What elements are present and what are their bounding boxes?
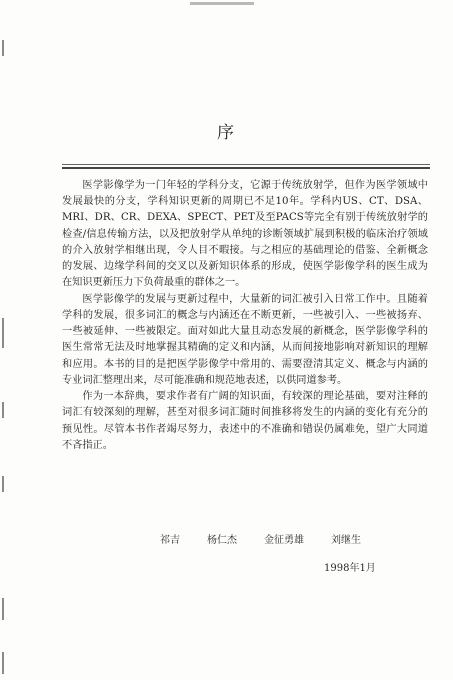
paragraph: 医学影像学的发展与更新过程中，大量新的词汇被引入日常工作中。且随着学科的发展，很多词汇的概念与内涵还在不断更新，一些被引入、一些被扬弃、一些被延伸、一些被限定。面对如此大量且动态发展的新概念，医学影像学科的医生常常无法及时地掌握其精确的定义和内涵，从而间接地影响对新知识的理解和应用。本书的目的是把医学影像学中常用的、需要澄清其定义、概念与内涵的专业词汇整理出来，尽可能准确和规范地表述，以供同道参考。 — [62, 293, 428, 386]
page-title: 序 — [217, 123, 236, 143]
signer-name: 杨仁杰 — [207, 535, 237, 546]
scan-edge-mark — [2, 476, 4, 492]
paragraph: 作为一本辞典，要求作者有广阔的知识面，有较深的理论基础，要对注释的词汇有较深刻的理解，甚至对很多词汇随时间推移将发生的内涵的变化有充分的预见性。尽管本书作者竭尽努力，表述中的不准确和错误仍属难免，望广大同道不吝指正。 — [62, 391, 428, 451]
scan-top-mark — [190, 2, 254, 5]
scan-edge-mark — [2, 40, 4, 56]
scan-edge-mark — [2, 652, 4, 674]
scan-edge-mark — [2, 318, 4, 348]
preface-body — [62, 178, 428, 454]
scan-edge-mark — [2, 402, 4, 418]
signers — [160, 531, 440, 546]
signer-name: 祁吉 — [160, 535, 180, 546]
title-rule-thin — [62, 164, 430, 165]
title-rule-thick — [62, 167, 430, 169]
preface-date: 1998年1月 — [324, 563, 376, 574]
signer-name: 金征勇雄 — [264, 535, 304, 546]
signer-name: 刘继生 — [331, 535, 361, 546]
paragraph: 医学影像学为一门年轻的学科分支，它源于传统放射学，但作为医学领域中发展最快的分支，学科知识更新的周期已不足10年。学科内US、CT、DSA、MRI、DR、CR、DEXA、SPECT、PET及至PACS等完全有别于传统放射学的检查/信息传输方法，以及把放射学从单纯的诊断领域扩展到积极的临床治疗领域的介入放射学相继出现，令人目不暇接。与之相应的基础理论的借鉴、全新概念的发展、边缘学科间的交叉以及新知识体系的形成，使医学影像学科的医生成为在知识更新压力下负荷最重的群体之一。 — [62, 180, 428, 289]
scan-edge-mark — [2, 598, 4, 620]
